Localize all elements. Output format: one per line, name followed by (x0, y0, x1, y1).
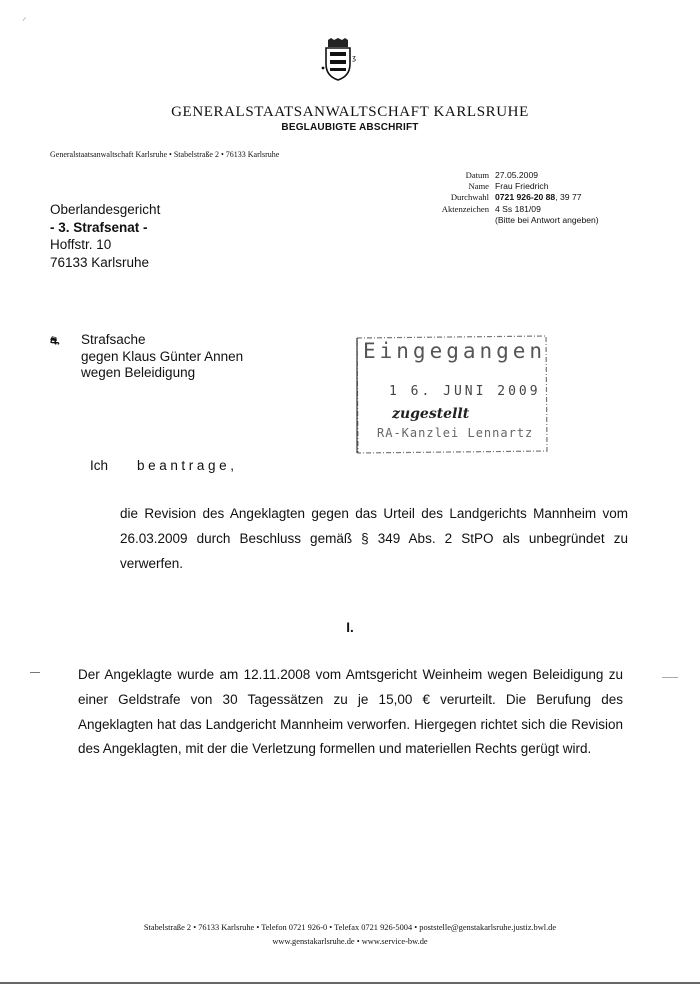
case-defendant: gegen Klaus Günter Annen (81, 348, 244, 364)
stamp-handwritten-note: zugestellt (392, 406, 470, 422)
recipient-street: Hoffstr. 10 (50, 237, 112, 253)
meta-name-value: Frau Friedrich (495, 181, 549, 192)
recipient-court: Oberlandesgericht (50, 202, 161, 217)
stamp-law-firm: RA-Kanzlei Lennartz (377, 426, 534, 440)
meta-file-note: (Bitte bei Antwort angeben) (495, 214, 599, 225)
meta-phone-main: 0721 926-20 88 (495, 192, 556, 203)
facts-paragraph: Der Angeklagte wurde am 12.11.2008 vom Amtsgericht Weinheim wegen Beleidigung zu einer Geldstrafe von 30 Tagessätzen zu je 15,00 € verurteilt. Die Berufung des Angeklagten hat das Landgericht Mannheim verworfen. Hiergegen richtet sich die Revision des Angeklagten, mit der die Verletzung formellen und materiellen Rechts gerügt wird. (78, 667, 623, 757)
meta-name-row (430, 181, 599, 192)
body-beantrage: beantrage, (137, 458, 238, 473)
motion-paragraph: die Revision des Angeklagten gegen das Urteil des Landgerichts Mannheim vom 26.03.2009 durch Beschluss gemäß § 349 Abs. 2 StPO als unbegründet zu verwerfen. (120, 506, 628, 571)
recipient-city: 76133 Karlsruhe (50, 254, 150, 270)
page-bottom-edge (0, 982, 700, 984)
meta-phone-row (430, 192, 599, 203)
meta-phone-value (495, 192, 582, 203)
footer-web-line: www.genstakarlsruhe.de • www.service-bw.de (272, 937, 428, 946)
meta-date-label: Datum (465, 170, 489, 180)
stamp-received-heading: Eingegangen (363, 339, 547, 363)
coat-of-arms-icon (318, 38, 358, 82)
meta-file-value: 4 Ss 181/09 (495, 203, 541, 214)
meta-date-row (430, 170, 599, 181)
recipient-senate: - 3. Strafsenat - (50, 219, 148, 235)
footer-contact-line: Stabelstraße 2 • 76133 Karlsruhe • Telefon 0721 926-0 • Telefax 0721 926-5004 • poststelle@genstakarlsruhe.justiz.bwl.de (143, 923, 557, 932)
case-marker-icon: ⛐ (50, 335, 60, 347)
recipient-address (50, 201, 160, 271)
meta-phone-label: Durchwahl (450, 192, 489, 203)
margin-dash-right (662, 677, 678, 678)
stamp-date: 1 6. JUNI 2009 (389, 384, 541, 399)
meta-date-value: 27.05.2009 (495, 170, 539, 180)
case-type: Strafsache (81, 332, 146, 347)
meta-file-label: Aktenzeichen (441, 203, 489, 214)
scan-mark: ⸝ (22, 12, 27, 22)
margin-dash (30, 672, 40, 673)
organization-title: GENERALSTAATSANWALTSCHAFT KARLSRUHE (171, 104, 529, 120)
sender-address-line: Generalstaatsanwaltschaft Karlsruhe • Stabelstraße 2 • 76133 Karlsruhe (50, 150, 280, 159)
meta-file-row (430, 204, 599, 215)
section-heading: I. (346, 620, 354, 635)
case-reference (50, 332, 243, 382)
body-ich: Ich (90, 458, 109, 473)
certified-copy-label: BEGLAUBIGTE ABSCHRIFT (281, 122, 419, 133)
case-offense: wegen Beleidigung (81, 365, 196, 381)
meta-phone-extra: , 39 77 (555, 192, 582, 203)
svg-text:ʒ: ʒ (352, 54, 357, 62)
meta-name-label: Name (468, 181, 489, 192)
letter-metadata (430, 170, 599, 226)
